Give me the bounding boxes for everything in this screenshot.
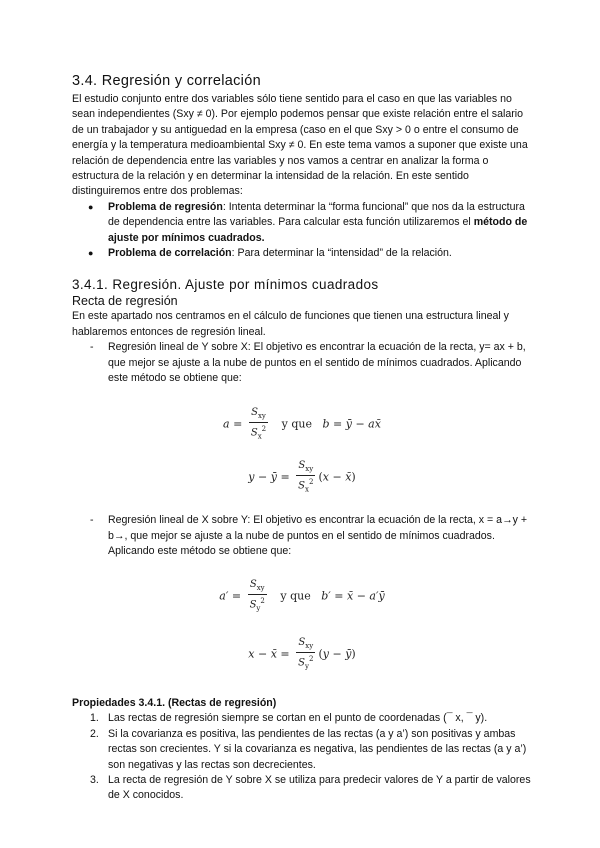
list-item — [108, 246, 532, 261]
section-intro: El estudio conjunto entre dos variables sólo tiene sentido para el caso en que las variables no sean independientes (Sxy ≠ 0). Por ejemplo podemos pensar que existe relación entre el salario de un trabajador y su antiguedad en la empresa (caso en el que Sxy > 0 o entre el consumo de energía y la temperatura medioambiental Sxy ≠ 0. En este tema vamos a suponer que existe una relación de dependencia entre las variables y nos vamos a centrar en analizar la forma o estructura de la relación y en determinar la intensidad de la relación. En este sentido distinguiremos entre dos problemas: — [72, 93, 528, 198]
document-page — [72, 72, 532, 804]
regression-list — [72, 340, 532, 386]
problem-term: Problema de correlación — [108, 247, 232, 260]
list-item — [108, 200, 532, 246]
list-item: - Regresión lineal de Y sobre X: El objetivo es encontrar la ecuación de la recta, y= ax + b, que mejor se ajuste a la nube de puntos en el sentido de mínimos cuadrados. Aplicando este método se obtiene que: — [108, 340, 532, 386]
subsection-subtitle: Recta de regresión — [72, 294, 178, 309]
subsection-title: 3.4.1. Regresión. Ajuste por mínimos cuadrados — [72, 277, 379, 293]
fraction: $\frac{S_{xy}}{S_x^2}$ — [298, 459, 314, 494]
fraction: $\frac{S_{xy}}{S_y^2}$ — [298, 636, 314, 671]
fraction: $\frac{S_{xy}}{S_y^2}$ — [249, 579, 265, 613]
problem-text: : Intenta determinar la “forma funcional” que nos da la estructura de dependencia entre las variables. Para calcular esta función utilizaremos el — [108, 200, 525, 229]
formula-line-xy: x − x̄ = $\frac{S_{xy}}{S_y^2}$ (y − ȳ) — [248, 636, 356, 671]
formula-line-yx: y − ȳ = $\frac{S_{xy}}{S_x^2}$ (x − x̄) — [248, 459, 356, 494]
list-item: - Regresión lineal de X sobre Y: El objetivo es encontrar la ecuación de la recta, x = a→y + b→, que mejor se ajuste a la nube de puntos en el sentido de mínimos cuadrados. Aplicando este método se obtiene que: — [108, 513, 532, 559]
formula-a-b: a = $\frac{S_{xy}}{S_x^2}$ y que b = ȳ − ax̄ — [223, 406, 381, 440]
subsection-intro: En este apartado nos centramos en el cálculo de funciones que tienen una estructura lineal y hablaremos entonces de regresión lineal. — [72, 310, 509, 338]
list-item: 3. La recta de regresión de Y sobre X se utiliza para predecir valores de Y a partir de valores de X conocidos. — [90, 774, 531, 802]
properties-title: Propiedades 3.4.1. (Rectas de regresión) — [72, 697, 277, 710]
problem-text: : Para determinar la “intensidad” de la relación. — [231, 247, 452, 260]
problems-list — [72, 200, 532, 262]
regression-list — [72, 513, 532, 559]
list-item: 2. Si la covarianza es positiva, las pendientes de las rectas (a y a’) son positivas y ambas rectas son crecientes. Y si la covarianza es negativa, las pendientes de las rectas (a y a’) son negativas y las rectas son decrecientes. — [90, 727, 527, 771]
section-title: 3.4. Regresión y correlación — [72, 73, 261, 89]
problem-bold: método de ajuste por mínimos cuadrados. — [108, 216, 528, 244]
formula-connector: y que — [281, 417, 312, 431]
list-item: 1. Las rectas de regresión siempre se cortan en el punto de coordenadas (¯ x, ¯ y). — [90, 712, 488, 725]
fraction: $\frac{S_{xy}}{S_x^2}$ — [250, 406, 267, 440]
problem-term: Problema de regresión — [108, 200, 223, 213]
properties-list — [72, 711, 532, 803]
formula-a-prime-b-prime: a′ = $\frac{S_{xy}}{S_y^2}$ y que b′ = x̄ − a′ȳ — [219, 579, 385, 613]
formula-connector: y que — [280, 590, 311, 604]
